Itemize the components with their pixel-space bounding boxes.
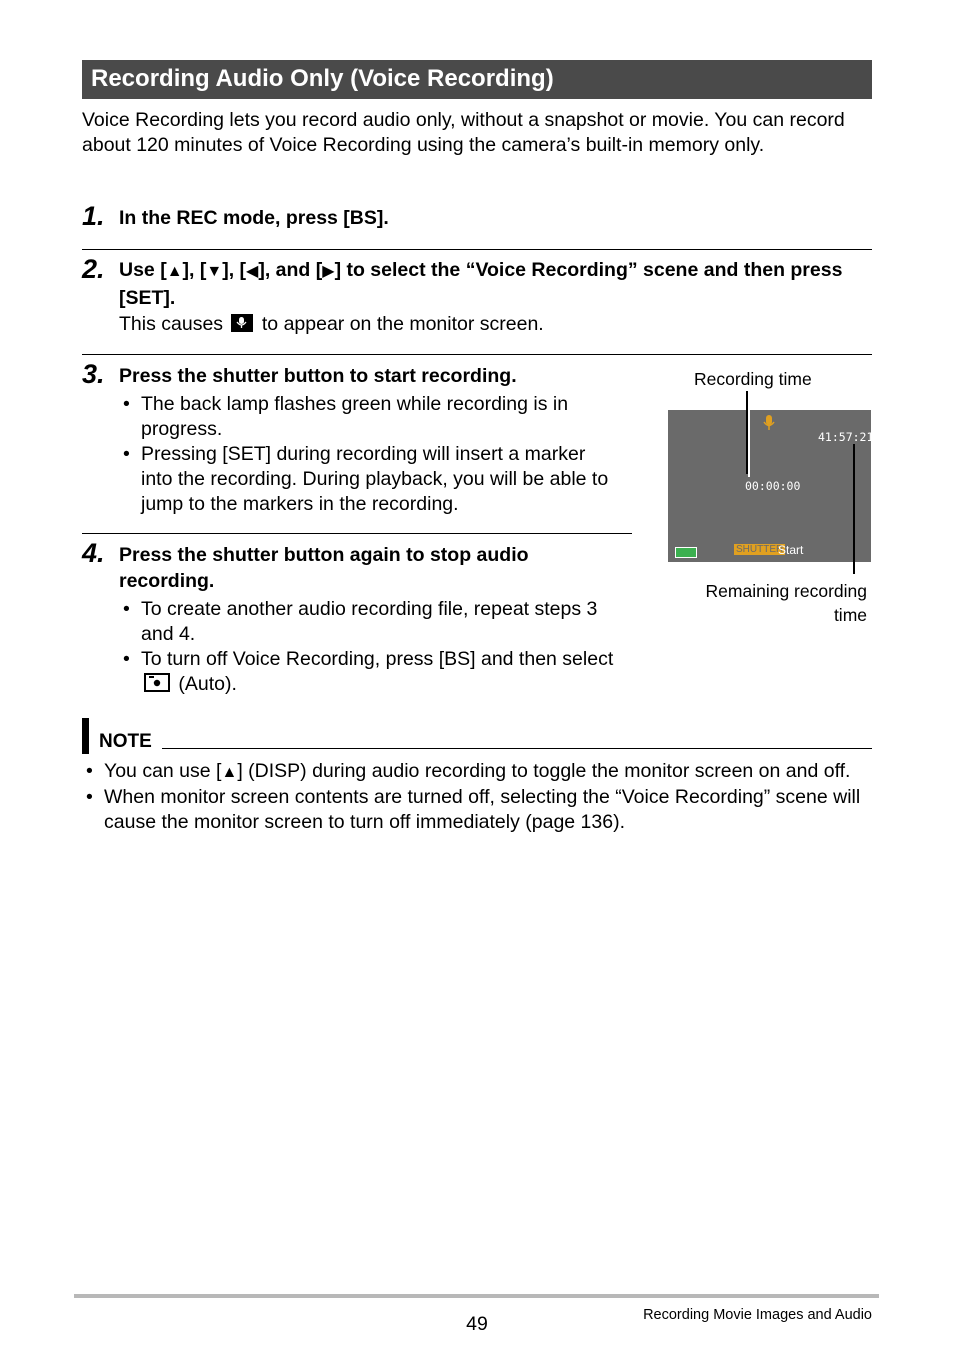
list-item: • To create another audio recording file, repeat steps 3 and 4. [123, 598, 598, 645]
step-2-text: Use [▲], [▼], [◀], and [▶] to select the “Voice Recording” scene and then press [SET]. [119, 259, 843, 309]
recording-time-label: Recording time [694, 369, 812, 389]
list-item: • To turn off Voice Recording, press [BS] and then select (Auto). [123, 648, 614, 695]
note-title: NOTE [99, 731, 152, 752]
page-number: 49 [466, 1313, 488, 1335]
up-arrow-icon: ▲ [166, 263, 183, 280]
step-1-number: 1. [82, 201, 105, 231]
list-item: • When monitor screen contents are turned off, selecting the “Voice Recording” scene will cause the monitor screen to turn off immediately (page 136). [86, 786, 861, 833]
list-item: • Pressing [SET] during recording will insert a marker into the recording. During playback, you will be able to jump to the markers in the recording. [123, 443, 609, 515]
right-arrow-icon: ▶ [322, 263, 335, 280]
battery-icon [675, 547, 697, 558]
microphone-icon [231, 314, 253, 332]
step-divider [82, 533, 632, 534]
note-divider [162, 748, 872, 749]
left-arrow-icon: ◀ [246, 263, 259, 280]
microphone-icon [763, 414, 775, 432]
note-bullets [82, 759, 872, 835]
step-2-number: 2. [82, 254, 105, 284]
section-title: Recording Audio Only (Voice Recording) [82, 60, 872, 99]
monitor-screen [668, 410, 874, 562]
camera-auto-icon [144, 673, 170, 692]
list-item: • The back lamp flashes green while recording is in progress. [123, 393, 569, 440]
up-arrow-icon: ▲ [221, 764, 238, 781]
pointer-highlight [748, 392, 750, 477]
step-divider [82, 249, 872, 250]
step-1-text: In the REC mode, press [BS]. [119, 207, 389, 229]
step-4-text: Press the shutter button again to stop audio recording. [119, 544, 529, 592]
remaining-time-label: Remaining recording time [705, 581, 867, 625]
note-marker [82, 718, 89, 754]
footer-rule [74, 1294, 879, 1298]
remaining-time-pointer [853, 444, 855, 574]
shutter-badge: SHUTTER [736, 544, 784, 555]
start-label: Start [778, 543, 804, 557]
elapsed-time-readout: 00:00:00 [745, 479, 801, 493]
intro-paragraph: Voice Recording lets you record audio only, without a snapshot or movie. You can record about 120 minutes of Voice Recording using the camera’s built-in memory only. [82, 109, 845, 156]
step-3-bullets [119, 392, 619, 517]
step-4-number: 4. [82, 538, 105, 568]
step-3-number: 3. [82, 359, 105, 389]
step-4-bullets [119, 597, 619, 697]
footer-section-title: Recording Movie Images and Audio [643, 1307, 872, 1323]
list-item: • You can use [▲] (DISP) during audio recording to toggle the monitor screen on and off. [86, 760, 851, 782]
remaining-time-readout: 41:57:21 [818, 430, 874, 444]
step-divider [82, 354, 872, 355]
step-3-text: Press the shutter button to start recording. [119, 365, 517, 387]
step-2-subtext: This causes to appear on the monitor screen. [119, 313, 544, 335]
down-arrow-icon: ▼ [206, 263, 223, 280]
